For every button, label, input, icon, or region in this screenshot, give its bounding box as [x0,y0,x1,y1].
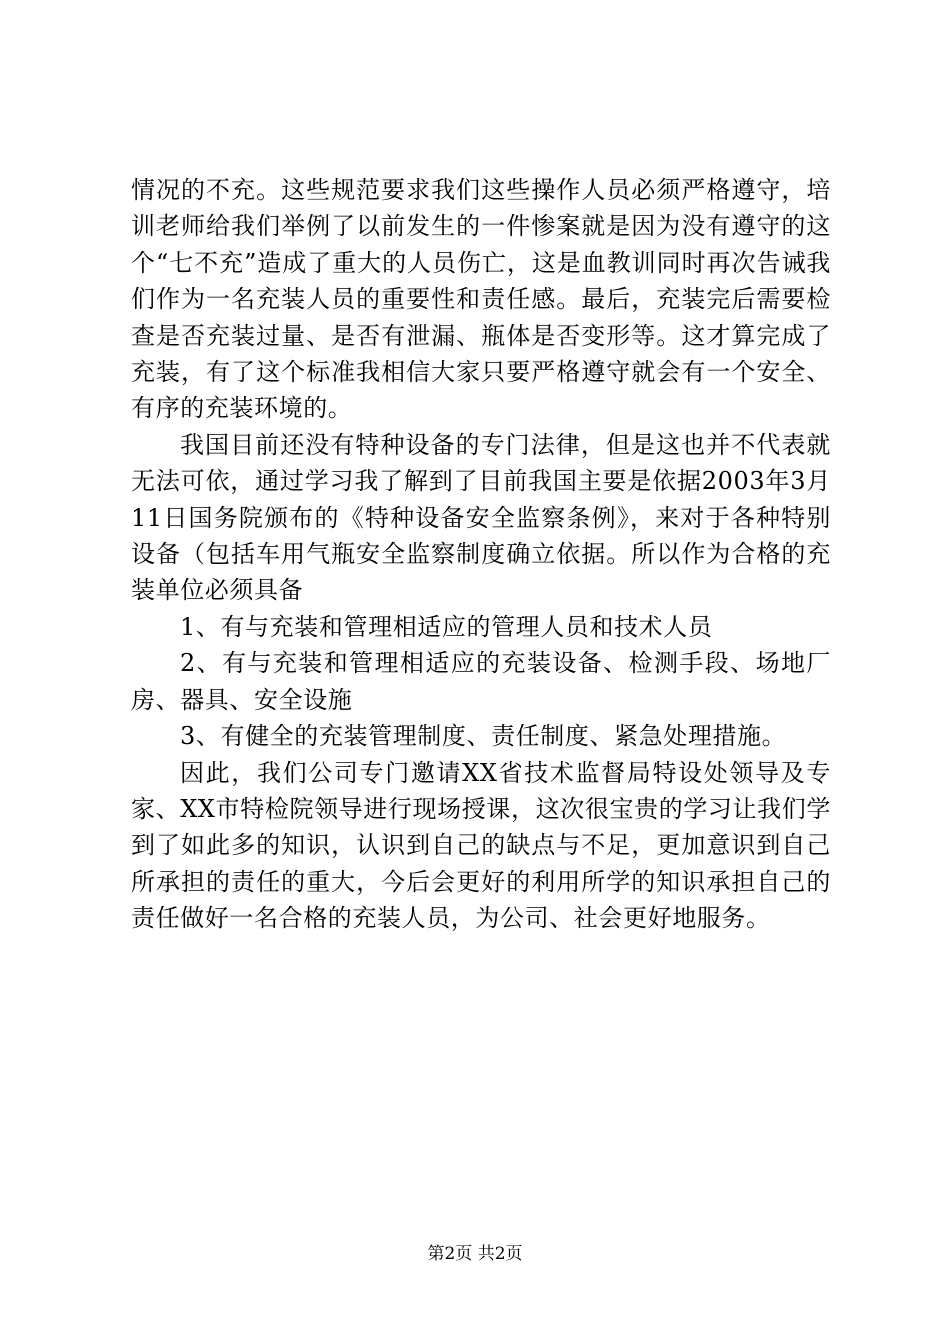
list-item-3: 3、有健全的充装管理制度、责任制度、紧急处理措施。 [180,722,787,751]
paragraph-continuation: 情况的不充。这些规范要求我们这些操作人员必须严格遵守，培训老师给我们举例了以前发生的一件惨案就是因为没有遵守的这个“七不充”造成了重大的人员伤亡，这是血教训同时再次告诫我们作为一名充装人员的重要性和责任感。最后，充装完后需要检查是否充装过量、是否有泄漏、瓶体是否变形等。这才算完成了充装，有了这个标准我相信大家只要严格遵守就会有一个安全、有序的充装环境的。 [131,176,831,423]
list-item-1: 1、有与充装和管理相适应的管理人员和技术人员 [180,612,713,641]
document-body [131,172,831,937]
page-number-footer: 第2页 共2页 [427,1244,523,1264]
paragraph-legal-basis: 我国目前还没有特种设备的专门法律，但是这也并不代表就无法可依，通过学习我了解到了目前我国主要是依据2003年3月11日国务院颁布的《特种设备安全监察条例》，来对于各种特别设备（包括车用气瓶安全监察制度确立依据。所以作为合格的充装单位必须具备 [131,430,831,605]
paragraph-conclusion: 因此，我们公司专门邀请XX省技术监督局特设处领导及专家、XX市特检院领导进行现场授课，这次很宝贵的学习让我们学到了如此多的知识，认识到自己的缺点与不足，更加意识到自己所承担的责任的重大，今后会更好的利用所学的知识承担自己的责任做好一名合格的充装人员，为公司、社会更好地服务。 [131,758,831,933]
list-item-2: 2、有与充装和管理相适应的充装设备、检测手段、场地厂房、器具、安全设施 [131,649,831,714]
